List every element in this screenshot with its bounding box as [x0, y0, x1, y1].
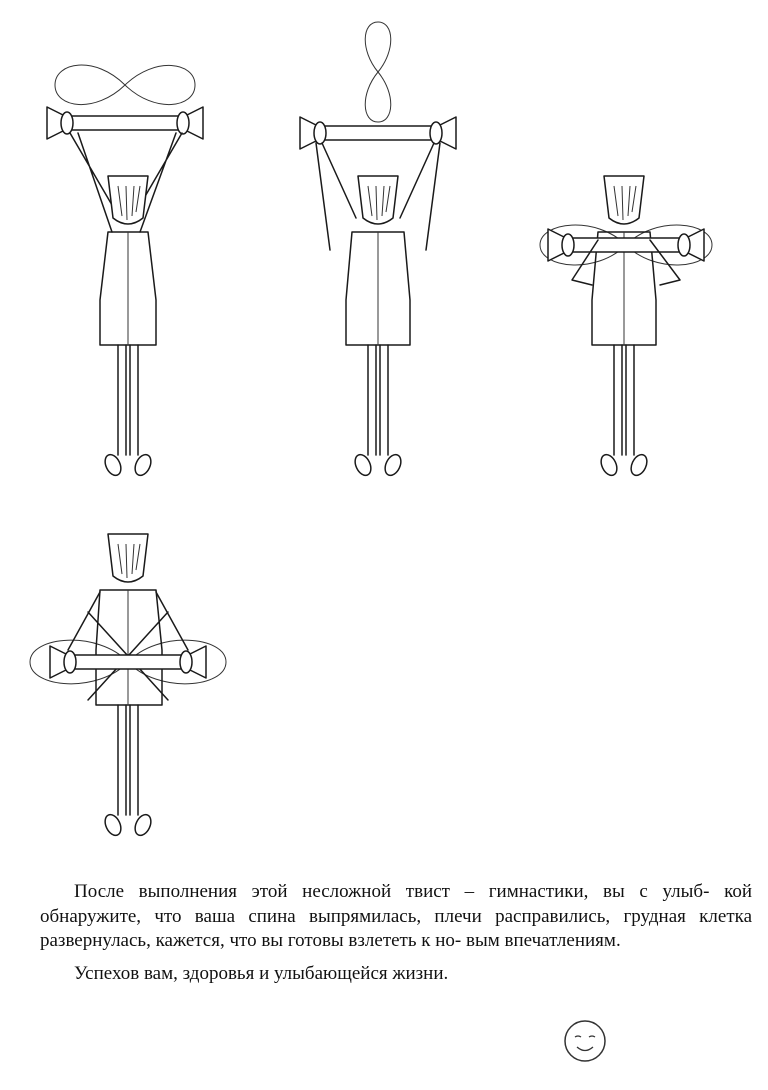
figure-2 [300, 22, 456, 478]
figure-eight-path [55, 65, 195, 105]
article-text [40, 880, 752, 994]
figure-3 [540, 176, 712, 478]
smiley-face-icon [562, 1018, 608, 1064]
paragraph-1: После выполнения этой несложной твист – гимнастики, вы с улыб- кой обнаружите, что ваша спина выпрямилась, плечи расправились, грудная клетка развернулась, кажется, что вы готовы взлететь к но- вым впечатлениям. [40, 881, 753, 951]
figure-eight-path [365, 22, 391, 122]
figure-4 [30, 534, 226, 838]
paragraph-2: Успехов вам, здоровья и улыбающейся жизни. [74, 962, 449, 984]
figure-1 [47, 65, 203, 478]
